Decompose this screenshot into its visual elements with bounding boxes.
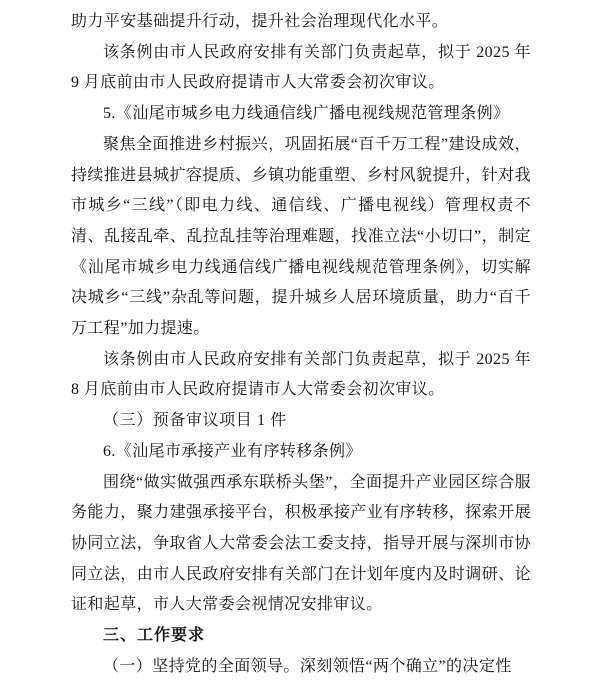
document-body bbox=[71, 7, 531, 682]
paragraph-item-6-description: 围绕“做实做强西承东联桥头堡”，全面提升产业园区综合服务能力，聚力建强承接平台，积极承接产业有序转移，探索开展协同立法，争取省人大常委会法工委支持，指导开展与深圳市协同立法，由市人民政府安排有关部门在计划年度内及时调研、论证和起草，市人大常委会视情况安排审议。 bbox=[71, 473, 531, 614]
paragraph-work-requirement-1 bbox=[71, 652, 531, 683]
paragraph-item-5-description: 聚焦全面推进乡村振兴，巩固拓展“百千万工程”建设成效，持续推进县城扩容提质、乡镇功能重塑、乡村风貌提升，针对我市城乡“三线”（即电力线、通信线、广播电视线）管理权责不清、乱接乱牵、乱拉乱挂等治理难题，找准立法“小切口”，制定《汕尾市城乡电力线通信线广播电视线规范管理条例》，切实解决城乡“三线”杂乱等问题，提升城乡人居环境质量，助力“百千万工程”加力提速。 bbox=[71, 135, 531, 338]
subsection-3-preparatory-items: （三）预备审议项目 1 件 bbox=[103, 412, 287, 430]
paragraph-drafting-arrangement-aug: 该条例由市人民政府安排有关部门负责起草，拟于 2025 年 8 月底前由市人民政府提请市人大常委会初次审议。 bbox=[71, 350, 531, 399]
work-requirement-1-body: 深刻领悟“两个确立”的决定性 bbox=[299, 657, 512, 675]
work-requirement-1-lead: （一）坚持党的全面领导。 bbox=[103, 657, 300, 675]
section-heading-work-requirements: 三、工作要求 bbox=[103, 627, 206, 645]
paragraph-drafting-arrangement-sep: 该条例由市人民政府安排有关部门负责起草，拟于 2025 年 9 月底前由市人民政府提请市人大常委会初次审议。 bbox=[71, 43, 531, 92]
item-5-regulation-title: 5.《汕尾市城乡电力线通信线广播电视线规范管理条例》 bbox=[103, 105, 510, 123]
item-6-regulation-title: 6.《汕尾市承接产业有序转移条例》 bbox=[103, 442, 362, 460]
paragraph-tail-previous-item: 助力平安基础提升行动，提升社会治理现代化水平。 bbox=[71, 13, 449, 30]
